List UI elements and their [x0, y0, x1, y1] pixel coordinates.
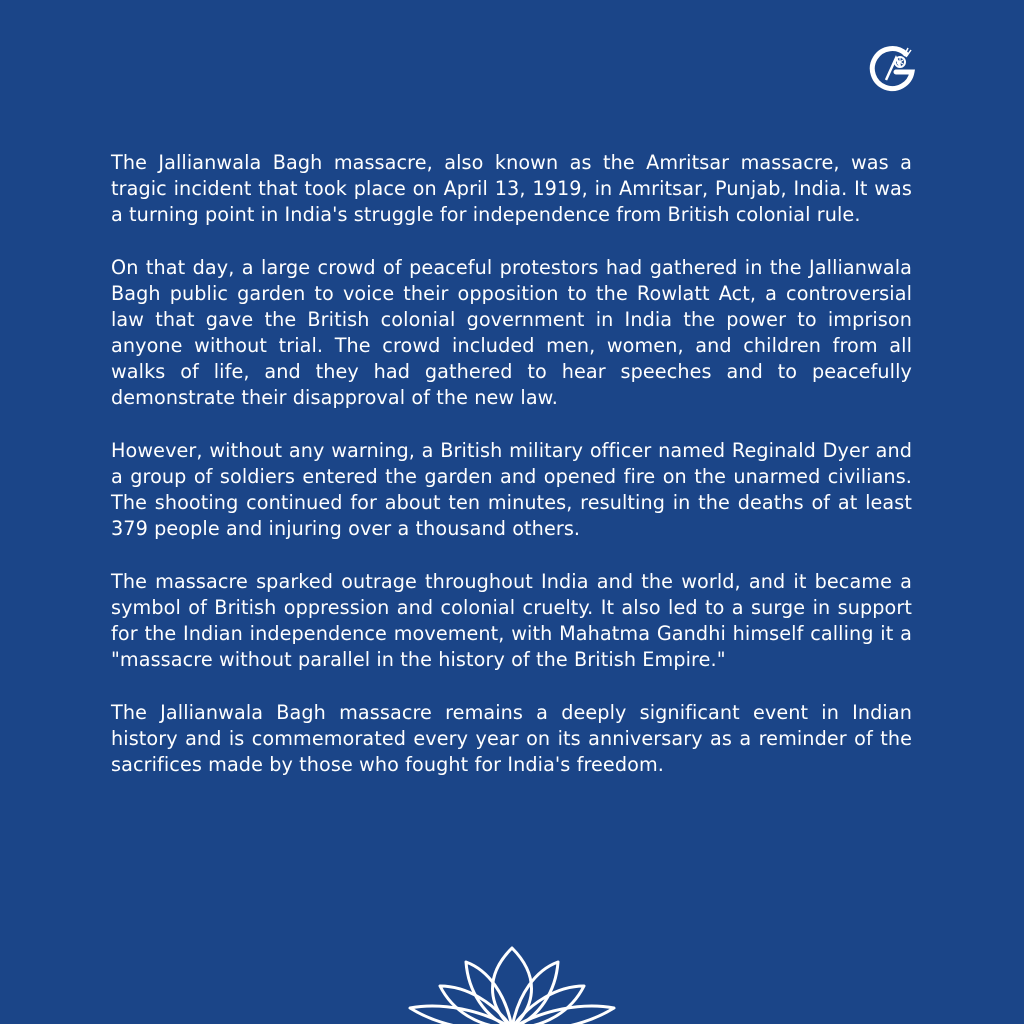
lotus-outline-icon	[402, 944, 622, 1024]
article-body	[111, 150, 912, 805]
article-paragraph-1: The Jallianwala Bagh massacre, also known as the Amritsar massacre, was a tragic incident that took place on April 13, 1919, in Amritsar, Punjab, India. It was a turning point in India's struggle for independence from British colonial rule.	[111, 151, 912, 226]
article-paragraph-3: However, without any warning, a British military officer named Reginald Dyer and a group of soldiers entered the garden and opened fire on the unarmed civilians. The shooting continued for about ten minutes, resulting in the deaths of at least 379 people and injuring over a thousand others.	[111, 439, 912, 540]
brand-logo-icon	[866, 40, 920, 94]
article-paragraph-2: On that day, a large crowd of peaceful protestors had gathered in the Jallianwala Bagh public garden to voice their opposition to the Rowlatt Act, a controversial law that gave the British colonial government in India the power to imprison anyone without trial. The crowd included men, women, and children from all walks of life, and they had gathered to hear speeches and to peacefully demonstrate their disapproval of the new law.	[111, 256, 912, 409]
article-paragraph-4: The massacre sparked outrage throughout India and the world, and it became a symbol of British oppression and colonial cruelty. It also led to a surge in support for the Indian independence movement, with Mahatma Gandhi himself calling it a "massacre without parallel in the history of the British Empire."	[111, 570, 912, 671]
article-paragraph-5: The Jallianwala Bagh massacre remains a deeply significant event in Indian history and is commemorated every year on its anniversary as a reminder of the sacrifices made by those who fought for India's freedom.	[111, 701, 912, 776]
